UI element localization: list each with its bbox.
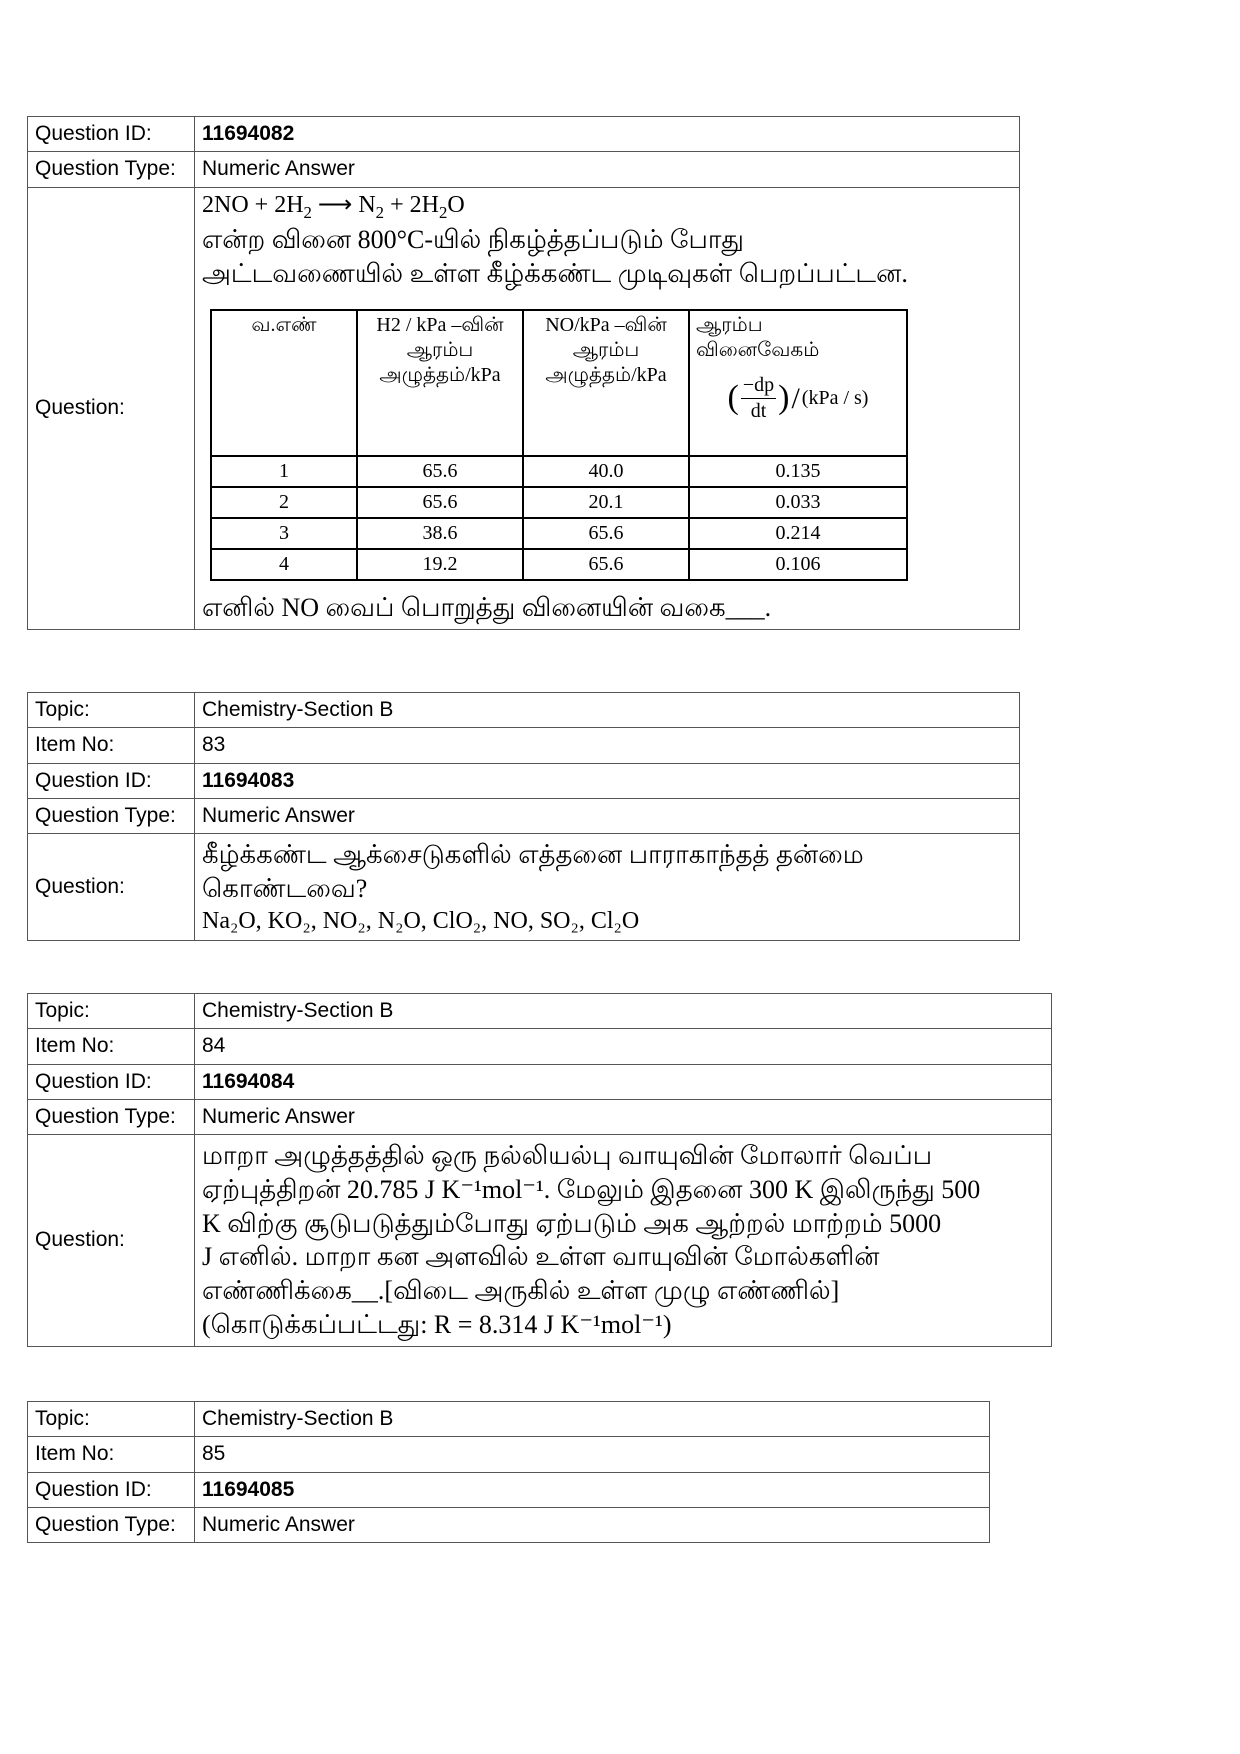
item-no-row: [28, 1437, 990, 1472]
question-line: கீழ்க்கண்ட ஆக்சைடுகளில் எத்தனை பாராகாந்தத் தன்மை: [202, 840, 864, 869]
question-id-row: [28, 1064, 1052, 1099]
question-type-label: Question Type:: [28, 1507, 195, 1542]
question-body: [195, 1135, 1052, 1347]
topic-row: [28, 1402, 990, 1437]
question-line: கொண்டவை?: [202, 873, 368, 903]
topic-row: [28, 994, 1052, 1029]
question-label: Question:: [28, 187, 195, 629]
topic-label: Topic:: [28, 1402, 195, 1437]
question-body: [195, 834, 1020, 941]
question-type-value: Numeric Answer: [195, 1507, 990, 1542]
question-row: [28, 1135, 1052, 1347]
question-type-row: [28, 1507, 990, 1542]
question-line: K விற்கு சூடுபடுத்தும்போது ஏற்படும் அக ஆற்றல் மாற்றம் 5000: [202, 1208, 942, 1238]
question-type-value: Numeric Answer: [195, 798, 1020, 833]
item-no-value: 85: [195, 1437, 990, 1472]
question-line: ஏற்புத்திறன் 20.785 J K⁻¹mol⁻¹. மேலும் இதனை 300 K இலிருந்து 500: [202, 1174, 981, 1204]
question-id-label: Question ID:: [28, 763, 195, 798]
question-line: எண்ணிக்கை__.[விடை அருகில் உள்ள முழு எண்ணில்]: [202, 1276, 840, 1306]
question-block-84: [27, 993, 1052, 1347]
topic-label: Topic:: [28, 994, 195, 1029]
table-cell: 38.6: [357, 518, 523, 549]
question-type-label: Question Type:: [28, 152, 195, 187]
topic-row: [28, 693, 1020, 728]
question-row: [28, 187, 1020, 629]
question-id-label: Question ID:: [28, 1064, 195, 1099]
item-no-value: 84: [195, 1029, 1052, 1064]
question-type-value: Numeric Answer: [195, 152, 1020, 187]
table-cell: 4: [211, 549, 357, 580]
question-type-row: [28, 1099, 1052, 1134]
question-block-82: [27, 116, 1020, 630]
question-type-row: [28, 152, 1020, 187]
topic-label: Topic:: [28, 693, 195, 728]
header-no-pressure: NO/kPa –வின் ஆரம்ப அழுத்தம்/kPa: [523, 310, 689, 456]
question-type-row: [28, 798, 1020, 833]
question-id-value: 11694084: [195, 1064, 1052, 1099]
table-cell: 65.6: [357, 487, 523, 518]
header-h2-pressure: H2 / kPa –வின் ஆரம்ப அழுத்தம்/kPa: [357, 310, 523, 456]
question-type-label: Question Type:: [28, 1099, 195, 1134]
question-row: [28, 834, 1020, 941]
topic-value: Chemistry-Section B: [195, 994, 1052, 1029]
item-no-label: Item No:: [28, 1029, 195, 1064]
item-no-label: Item No:: [28, 1437, 195, 1472]
question-id-label: Question ID:: [28, 1472, 195, 1507]
rate-data-table: [210, 309, 908, 581]
table-row: [211, 456, 907, 487]
table-cell: 40.0: [523, 456, 689, 487]
question-block-83: [27, 692, 1020, 941]
item-no-value: 83: [195, 728, 1020, 763]
question-line: J எனில். மாறா கன அளவில் உள்ள வாயுவின் மோல்களின்: [202, 1242, 880, 1272]
item-no-row: [28, 728, 1020, 763]
table-cell: 20.1: [523, 487, 689, 518]
header-serial: வ.எண்: [211, 310, 357, 456]
table-cell: 1: [211, 456, 357, 487]
table-cell: 3: [211, 518, 357, 549]
question-line: அட்டவணையில் உள்ள கீழ்க்கண்ட முடிவுகள் பெறப்பட்டன.: [202, 259, 908, 289]
item-no-row: [28, 1029, 1052, 1064]
question-label: Question:: [28, 1135, 195, 1347]
question-line: (கொடுக்கப்பட்டது: R = 8.314 J K⁻¹mol⁻¹): [202, 1309, 672, 1339]
table-cell: 0.106: [689, 549, 907, 580]
question-id-label: Question ID:: [28, 117, 195, 152]
question-body: [195, 187, 1020, 629]
table-cell: 2: [211, 487, 357, 518]
table-cell: 0.214: [689, 518, 907, 549]
table-cell: 0.033: [689, 487, 907, 518]
question-line: எனில் NO வைப் பொறுத்து வினையின் வகை___.: [202, 592, 772, 622]
table-header-row: [211, 310, 907, 456]
question-id-row: [28, 117, 1020, 152]
question-type-label: Question Type:: [28, 798, 195, 833]
reaction-equation: $2NO + 2H_2$ ⟶ $N_2 + 2H_2O$: [202, 191, 465, 222]
question-id-value: 11694083: [195, 763, 1020, 798]
table-cell: 65.6: [523, 518, 689, 549]
question-id-value: 11694085: [195, 1472, 990, 1507]
table-cell: 19.2: [357, 549, 523, 580]
question-id-row: [28, 763, 1020, 798]
topic-value: Chemistry-Section B: [195, 1402, 990, 1437]
table-cell: 0.135: [689, 456, 907, 487]
question-line: மாறா அழுத்தத்தில் ஒரு நல்லியல்பு வாயுவின் மோலார் வெப்ப: [202, 1141, 933, 1170]
question-block-85: [27, 1401, 990, 1543]
question-line: என்ற வினை 800°C-யில் நிகழ்த்தப்படும் போது: [202, 225, 744, 255]
question-id-value: 11694082: [195, 117, 1020, 152]
table-row: [211, 487, 907, 518]
topic-value: Chemistry-Section B: [195, 693, 1020, 728]
table-cell: 65.6: [357, 456, 523, 487]
rate-expression: ( $\frac{-dp}{dt}$ ) / (kPa / s): [727, 373, 869, 422]
header-initial-rate: ஆரம்ப வினைவேகம் ( $\frac{-dp}{dt}$ ) / (kPa / s): [689, 310, 907, 456]
table-cell: 65.6: [523, 549, 689, 580]
item-no-label: Item No:: [28, 728, 195, 763]
table-row: [211, 549, 907, 580]
question-type-value: Numeric Answer: [195, 1099, 1052, 1134]
oxide-list: Na₂O, KO₂, NO₂, N₂O, ClO₂, NO, SO₂, Cl₂O: [202, 907, 640, 934]
question-id-row: [28, 1472, 990, 1507]
table-row: [211, 518, 907, 549]
question-label: Question:: [28, 834, 195, 941]
